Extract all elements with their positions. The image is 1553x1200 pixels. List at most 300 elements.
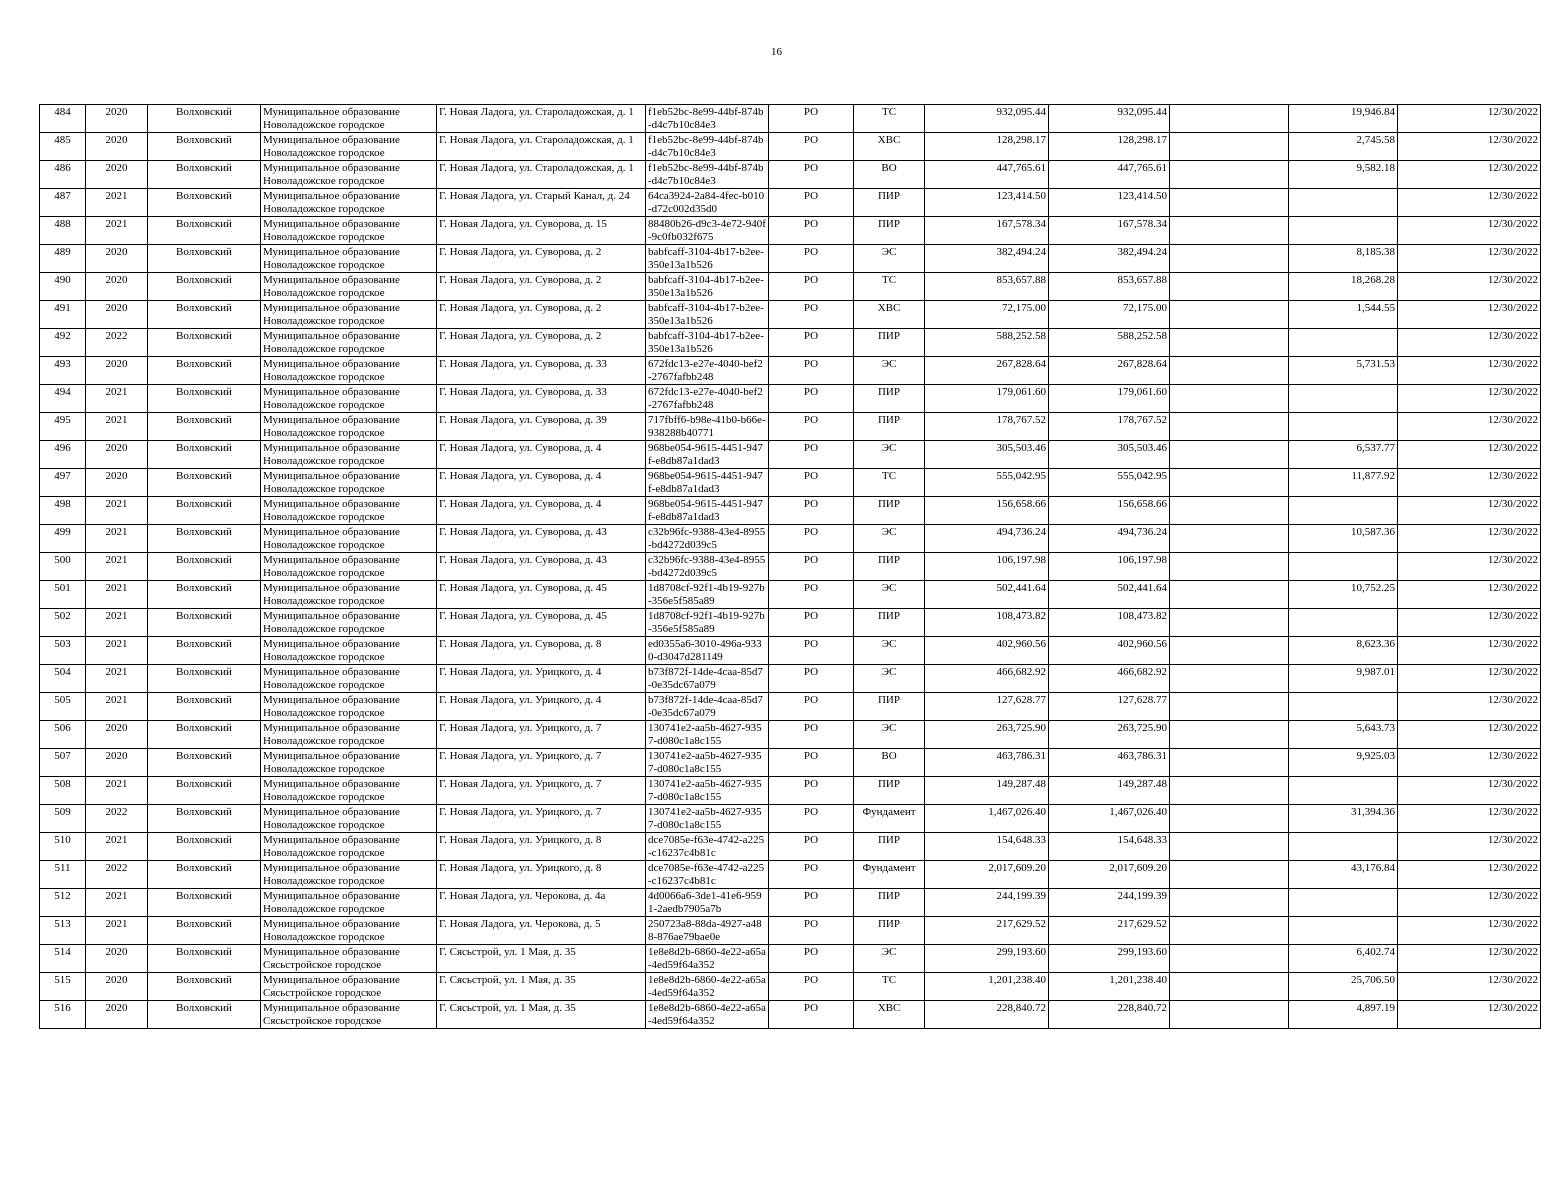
fee-cell: 25,706.50 <box>1289 973 1398 1001</box>
table-row <box>40 749 1541 777</box>
municipality-cell: Муниципальное образование Новоладожское городское <box>261 385 437 413</box>
address-cell: Г. Новая Ладога, ул. Черокова, д. 4а <box>437 889 646 917</box>
total-cost-cell: 1,201,238.40 <box>925 973 1049 1001</box>
amount-cell: 466,682.92 <box>1049 665 1170 693</box>
owner-cell: РО <box>769 749 854 777</box>
house-id-cell: babfcaff-3104-4b17-b2ee-350e13a1b526 <box>646 329 769 357</box>
work-type-cell: ЭС <box>854 945 925 973</box>
fee-cell: 9,925.03 <box>1289 749 1398 777</box>
owner-cell: РО <box>769 721 854 749</box>
house-id-cell: 968be054-9615-4451-947f-e8db87a1dad3 <box>646 469 769 497</box>
table-row <box>40 161 1541 189</box>
district-cell: Волховский <box>148 945 261 973</box>
municipality-cell: Муниципальное образование Новоладожское городское <box>261 665 437 693</box>
work-type-cell: ЭС <box>854 441 925 469</box>
row-number-cell: 491 <box>40 301 86 329</box>
year-cell: 2020 <box>86 161 148 189</box>
address-cell: Г. Новая Ладога, ул. Суворова, д. 33 <box>437 357 646 385</box>
extra-cell <box>1170 385 1289 413</box>
table-row <box>40 413 1541 441</box>
house-id-cell: 968be054-9615-4451-947f-e8db87a1dad3 <box>646 497 769 525</box>
municipality-cell: Муниципальное образование Новоладожское городское <box>261 749 437 777</box>
date-cell: 12/30/2022 <box>1398 553 1541 581</box>
work-type-cell: ПИР <box>854 385 925 413</box>
row-number-cell: 493 <box>40 357 86 385</box>
row-number-cell: 492 <box>40 329 86 357</box>
total-cost-cell: 106,197.98 <box>925 553 1049 581</box>
table-row <box>40 889 1541 917</box>
amount-cell: 244,199.39 <box>1049 889 1170 917</box>
date-cell: 12/30/2022 <box>1398 413 1541 441</box>
house-id-cell: 130741e2-aa5b-4627-9357-d080c1a8c155 <box>646 721 769 749</box>
table-row <box>40 777 1541 805</box>
total-cost-cell: 127,628.77 <box>925 693 1049 721</box>
amount-cell: 463,786.31 <box>1049 749 1170 777</box>
extra-cell <box>1170 189 1289 217</box>
house-id-cell: 717fbff6-b98e-41b0-b66e-938288b40771 <box>646 413 769 441</box>
district-cell: Волховский <box>148 301 261 329</box>
date-cell: 12/30/2022 <box>1398 385 1541 413</box>
fee-cell: 5,731.53 <box>1289 357 1398 385</box>
year-cell: 2020 <box>86 749 148 777</box>
row-number-cell: 516 <box>40 1001 86 1029</box>
district-cell: Волховский <box>148 721 261 749</box>
table-row <box>40 637 1541 665</box>
extra-cell <box>1170 917 1289 945</box>
row-number-cell: 510 <box>40 833 86 861</box>
amount-cell: 402,960.56 <box>1049 637 1170 665</box>
date-cell: 12/30/2022 <box>1398 161 1541 189</box>
total-cost-cell: 447,765.61 <box>925 161 1049 189</box>
owner-cell: РО <box>769 833 854 861</box>
owner-cell: РО <box>769 301 854 329</box>
owner-cell: РО <box>769 189 854 217</box>
work-type-cell: ЭС <box>854 357 925 385</box>
page-number: 16 <box>771 46 782 58</box>
address-cell: Г. Новая Ладога, ул. Суворова, д. 15 <box>437 217 646 245</box>
address-cell: Г. Новая Ладога, ул. Урицкого, д. 4 <box>437 693 646 721</box>
table-row <box>40 1001 1541 1029</box>
table-row <box>40 581 1541 609</box>
district-cell: Волховский <box>148 637 261 665</box>
owner-cell: РО <box>769 469 854 497</box>
year-cell: 2020 <box>86 133 148 161</box>
total-cost-cell: 502,441.64 <box>925 581 1049 609</box>
amount-cell: 267,828.64 <box>1049 357 1170 385</box>
amount-cell: 447,765.61 <box>1049 161 1170 189</box>
house-id-cell: b73f872f-14de-4caa-85d7-0e35dc67a079 <box>646 665 769 693</box>
fee-cell: 6,402.74 <box>1289 945 1398 973</box>
year-cell: 2021 <box>86 413 148 441</box>
municipality-cell: Муниципальное образование Новоладожское городское <box>261 553 437 581</box>
row-number-cell: 487 <box>40 189 86 217</box>
table-row <box>40 973 1541 1001</box>
total-cost-cell: 178,767.52 <box>925 413 1049 441</box>
fee-cell <box>1289 217 1398 245</box>
date-cell: 12/30/2022 <box>1398 329 1541 357</box>
work-type-cell: ЭС <box>854 245 925 273</box>
amount-cell: 154,648.33 <box>1049 833 1170 861</box>
fee-cell: 9,987.01 <box>1289 665 1398 693</box>
address-cell: Г. Новая Ладога, ул. Суворова, д. 4 <box>437 469 646 497</box>
district-cell: Волховский <box>148 525 261 553</box>
total-cost-cell: 263,725.90 <box>925 721 1049 749</box>
year-cell: 2021 <box>86 637 148 665</box>
total-cost-cell: 466,682.92 <box>925 665 1049 693</box>
work-type-cell: Фундамент <box>854 861 925 889</box>
house-id-cell: ed0355a6-3010-496a-9330-d3047d281149 <box>646 637 769 665</box>
table-row <box>40 721 1541 749</box>
date-cell: 12/30/2022 <box>1398 217 1541 245</box>
owner-cell: РО <box>769 945 854 973</box>
owner-cell: РО <box>769 665 854 693</box>
municipality-cell: Муниципальное образование Новоладожское городское <box>261 917 437 945</box>
house-id-cell: 130741e2-aa5b-4627-9357-d080c1a8c155 <box>646 805 769 833</box>
work-type-cell: ПИР <box>854 609 925 637</box>
municipality-cell: Муниципальное образование Новоладожское городское <box>261 777 437 805</box>
work-type-cell: ПИР <box>854 217 925 245</box>
fee-cell <box>1289 385 1398 413</box>
row-number-cell: 495 <box>40 413 86 441</box>
table-row <box>40 861 1541 889</box>
amount-cell: 932,095.44 <box>1049 105 1170 133</box>
owner-cell: РО <box>769 273 854 301</box>
work-type-cell: ПИР <box>854 189 925 217</box>
owner-cell: РО <box>769 637 854 665</box>
address-cell: Г. Новая Ладога, ул. Старый Канал, д. 24 <box>437 189 646 217</box>
house-id-cell: 672fdc13-e27e-4040-bef2-2767fafbb248 <box>646 385 769 413</box>
row-number-cell: 509 <box>40 805 86 833</box>
work-type-cell: ПИР <box>854 553 925 581</box>
table-row <box>40 609 1541 637</box>
row-number-cell: 508 <box>40 777 86 805</box>
date-cell: 12/30/2022 <box>1398 665 1541 693</box>
table-row <box>40 525 1541 553</box>
house-id-cell: 130741e2-aa5b-4627-9357-d080c1a8c155 <box>646 749 769 777</box>
fee-cell: 8,623.36 <box>1289 637 1398 665</box>
municipality-cell: Муниципальное образование Новоладожское городское <box>261 469 437 497</box>
owner-cell: РО <box>769 245 854 273</box>
total-cost-cell: 305,503.46 <box>925 441 1049 469</box>
date-cell: 12/30/2022 <box>1398 861 1541 889</box>
work-type-cell: ПИР <box>854 413 925 441</box>
row-number-cell: 501 <box>40 581 86 609</box>
municipality-cell: Муниципальное образование Новоладожское городское <box>261 245 437 273</box>
extra-cell <box>1170 161 1289 189</box>
house-id-cell: 64ca3924-2a84-4fec-b010-d72c002d35d0 <box>646 189 769 217</box>
address-cell: Г. Новая Ладога, ул. Суворова, д. 4 <box>437 497 646 525</box>
date-cell: 12/30/2022 <box>1398 917 1541 945</box>
address-cell: Г. Новая Ладога, ул. Староладожская, д. 1 <box>437 161 646 189</box>
row-number-cell: 494 <box>40 385 86 413</box>
district-cell: Волховский <box>148 217 261 245</box>
amount-cell: 72,175.00 <box>1049 301 1170 329</box>
house-id-cell: dce7085e-f63e-4742-a225-c16237c4b81c <box>646 833 769 861</box>
extra-cell <box>1170 777 1289 805</box>
total-cost-cell: 128,298.17 <box>925 133 1049 161</box>
work-type-cell: ПИР <box>854 329 925 357</box>
address-cell: Г. Новая Ладога, ул. Урицкого, д. 8 <box>437 833 646 861</box>
amount-cell: 555,042.95 <box>1049 469 1170 497</box>
table-row <box>40 189 1541 217</box>
fee-cell: 18,268.28 <box>1289 273 1398 301</box>
municipality-cell: Муниципальное образование Новоладожское городское <box>261 217 437 245</box>
municipality-cell: Муниципальное образование Новоладожское городское <box>261 301 437 329</box>
district-cell: Волховский <box>148 917 261 945</box>
house-id-cell: 968be054-9615-4451-947f-e8db87a1dad3 <box>646 441 769 469</box>
district-cell: Волховский <box>148 245 261 273</box>
extra-cell <box>1170 525 1289 553</box>
owner-cell: РО <box>769 917 854 945</box>
house-id-cell: babfcaff-3104-4b17-b2ee-350e13a1b526 <box>646 301 769 329</box>
year-cell: 2021 <box>86 609 148 637</box>
table-row <box>40 441 1541 469</box>
house-id-cell: 1e8e8d2b-6860-4e22-a65a-4ed59f64a352 <box>646 945 769 973</box>
amount-cell: 2,017,609.20 <box>1049 861 1170 889</box>
extra-cell <box>1170 861 1289 889</box>
date-cell: 12/30/2022 <box>1398 245 1541 273</box>
year-cell: 2021 <box>86 889 148 917</box>
year-cell: 2020 <box>86 273 148 301</box>
year-cell: 2021 <box>86 777 148 805</box>
house-id-cell: c32b96fc-9388-43e4-8955-bd4272d039c5 <box>646 553 769 581</box>
owner-cell: РО <box>769 357 854 385</box>
table-row <box>40 217 1541 245</box>
amount-cell: 382,494.24 <box>1049 245 1170 273</box>
extra-cell <box>1170 833 1289 861</box>
row-number-cell: 498 <box>40 497 86 525</box>
amount-cell: 167,578.34 <box>1049 217 1170 245</box>
house-id-cell: 1e8e8d2b-6860-4e22-a65a-4ed59f64a352 <box>646 973 769 1001</box>
amount-cell: 156,658.66 <box>1049 497 1170 525</box>
owner-cell: РО <box>769 329 854 357</box>
address-cell: Г. Новая Ладога, ул. Суворова, д. 2 <box>437 329 646 357</box>
year-cell: 2021 <box>86 553 148 581</box>
year-cell: 2021 <box>86 917 148 945</box>
table-body <box>40 105 1541 1029</box>
fee-cell <box>1289 889 1398 917</box>
extra-cell <box>1170 973 1289 1001</box>
total-cost-cell: 149,287.48 <box>925 777 1049 805</box>
extra-cell <box>1170 945 1289 973</box>
district-cell: Волховский <box>148 777 261 805</box>
year-cell: 2022 <box>86 805 148 833</box>
work-type-cell: ЭС <box>854 581 925 609</box>
owner-cell: РО <box>769 413 854 441</box>
extra-cell <box>1170 273 1289 301</box>
work-type-cell: ХВС <box>854 301 925 329</box>
municipality-cell: Муниципальное образование Новоладожское городское <box>261 105 437 133</box>
address-cell: Г. Сясьстрой, ул. 1 Мая, д. 35 <box>437 973 646 1001</box>
year-cell: 2020 <box>86 945 148 973</box>
table-row <box>40 105 1541 133</box>
amount-cell: 494,736.24 <box>1049 525 1170 553</box>
total-cost-cell: 123,414.50 <box>925 189 1049 217</box>
year-cell: 2020 <box>86 105 148 133</box>
address-cell: Г. Новая Ладога, ул. Суворова, д. 43 <box>437 553 646 581</box>
district-cell: Волховский <box>148 973 261 1001</box>
work-type-cell: ЭС <box>854 665 925 693</box>
address-cell: Г. Новая Ладога, ул. Суворова, д. 39 <box>437 413 646 441</box>
house-id-cell: 672fdc13-e27e-4040-bef2-2767fafbb248 <box>646 357 769 385</box>
amount-cell: 1,467,026.40 <box>1049 805 1170 833</box>
owner-cell: РО <box>769 105 854 133</box>
owner-cell: РО <box>769 581 854 609</box>
address-cell: Г. Новая Ладога, ул. Суворова, д. 8 <box>437 637 646 665</box>
table-row <box>40 917 1541 945</box>
owner-cell: РО <box>769 973 854 1001</box>
date-cell: 12/30/2022 <box>1398 637 1541 665</box>
row-number-cell: 512 <box>40 889 86 917</box>
fee-cell: 43,176.84 <box>1289 861 1398 889</box>
date-cell: 12/30/2022 <box>1398 581 1541 609</box>
address-cell: Г. Новая Ладога, ул. Урицкого, д. 7 <box>437 749 646 777</box>
fee-cell <box>1289 413 1398 441</box>
fee-cell <box>1289 329 1398 357</box>
district-cell: Волховский <box>148 329 261 357</box>
address-cell: Г. Новая Ладога, ул. Черокова, д. 5 <box>437 917 646 945</box>
row-number-cell: 515 <box>40 973 86 1001</box>
total-cost-cell: 167,578.34 <box>925 217 1049 245</box>
work-type-cell: ПИР <box>854 889 925 917</box>
district-cell: Волховский <box>148 665 261 693</box>
municipality-cell: Муниципальное образование Новоладожское городское <box>261 805 437 833</box>
total-cost-cell: 555,042.95 <box>925 469 1049 497</box>
amount-cell: 149,287.48 <box>1049 777 1170 805</box>
year-cell: 2020 <box>86 245 148 273</box>
district-cell: Волховский <box>148 469 261 497</box>
extra-cell <box>1170 301 1289 329</box>
year-cell: 2021 <box>86 833 148 861</box>
municipality-cell: Муниципальное образование Новоладожское городское <box>261 413 437 441</box>
fee-cell <box>1289 189 1398 217</box>
extra-cell <box>1170 805 1289 833</box>
district-cell: Волховский <box>148 553 261 581</box>
municipality-cell: Муниципальное образование Новоладожское городское <box>261 525 437 553</box>
house-id-cell: 130741e2-aa5b-4627-9357-d080c1a8c155 <box>646 777 769 805</box>
owner-cell: РО <box>769 693 854 721</box>
year-cell: 2020 <box>86 441 148 469</box>
year-cell: 2021 <box>86 693 148 721</box>
work-type-cell: ПИР <box>854 693 925 721</box>
municipality-cell: Муниципальное образование Новоладожское городское <box>261 273 437 301</box>
district-cell: Волховский <box>148 161 261 189</box>
extra-cell <box>1170 497 1289 525</box>
table-row <box>40 833 1541 861</box>
fee-cell: 4,897.19 <box>1289 1001 1398 1029</box>
municipality-cell: Муниципальное образование Новоладожское городское <box>261 889 437 917</box>
district-cell: Волховский <box>148 105 261 133</box>
address-cell: Г. Новая Ладога, ул. Суворова, д. 2 <box>437 273 646 301</box>
row-number-cell: 514 <box>40 945 86 973</box>
row-number-cell: 485 <box>40 133 86 161</box>
district-cell: Волховский <box>148 413 261 441</box>
row-number-cell: 503 <box>40 637 86 665</box>
fee-cell: 9,582.18 <box>1289 161 1398 189</box>
work-type-cell: ЭС <box>854 637 925 665</box>
work-type-cell: ЭС <box>854 525 925 553</box>
owner-cell: РО <box>769 553 854 581</box>
row-number-cell: 489 <box>40 245 86 273</box>
total-cost-cell: 1,467,026.40 <box>925 805 1049 833</box>
year-cell: 2021 <box>86 525 148 553</box>
table-row <box>40 693 1541 721</box>
table-row <box>40 301 1541 329</box>
district-cell: Волховский <box>148 749 261 777</box>
row-number-cell: 507 <box>40 749 86 777</box>
address-cell: Г. Новая Ладога, ул. Урицкого, д. 4 <box>437 665 646 693</box>
total-cost-cell: 382,494.24 <box>925 245 1049 273</box>
fee-cell <box>1289 693 1398 721</box>
date-cell: 12/30/2022 <box>1398 609 1541 637</box>
owner-cell: РО <box>769 1001 854 1029</box>
house-id-cell: babfcaff-3104-4b17-b2ee-350e13a1b526 <box>646 273 769 301</box>
fee-cell: 10,587.36 <box>1289 525 1398 553</box>
municipality-cell: Муниципальное образование Сясьстройское городское <box>261 973 437 1001</box>
year-cell: 2021 <box>86 665 148 693</box>
extra-cell <box>1170 1001 1289 1029</box>
amount-cell: 228,840.72 <box>1049 1001 1170 1029</box>
address-cell: Г. Новая Ладога, ул. Суворова, д. 45 <box>437 581 646 609</box>
row-number-cell: 484 <box>40 105 86 133</box>
date-cell: 12/30/2022 <box>1398 441 1541 469</box>
row-number-cell: 499 <box>40 525 86 553</box>
address-cell: Г. Новая Ладога, ул. Урицкого, д. 7 <box>437 805 646 833</box>
municipality-cell: Муниципальное образование Новоладожское городское <box>261 721 437 749</box>
table-row <box>40 665 1541 693</box>
owner-cell: РО <box>769 441 854 469</box>
work-type-cell: ТС <box>854 469 925 497</box>
date-cell: 12/30/2022 <box>1398 833 1541 861</box>
district-cell: Волховский <box>148 189 261 217</box>
work-type-cell: ПИР <box>854 497 925 525</box>
fee-cell: 2,745.58 <box>1289 133 1398 161</box>
total-cost-cell: 154,648.33 <box>925 833 1049 861</box>
date-cell: 12/30/2022 <box>1398 301 1541 329</box>
municipality-cell: Муниципальное образование Новоладожское городское <box>261 637 437 665</box>
address-cell: Г. Новая Ладога, ул. Староладожская, д. 1 <box>437 105 646 133</box>
date-cell: 12/30/2022 <box>1398 189 1541 217</box>
house-id-cell: 1d8708cf-92f1-4b19-927b-356e5f585a89 <box>646 581 769 609</box>
fee-cell: 1,544.55 <box>1289 301 1398 329</box>
extra-cell <box>1170 245 1289 273</box>
total-cost-cell: 217,629.52 <box>925 917 1049 945</box>
row-number-cell: 488 <box>40 217 86 245</box>
address-cell: Г. Новая Ладога, ул. Суворова, д. 33 <box>437 385 646 413</box>
extra-cell <box>1170 637 1289 665</box>
year-cell: 2020 <box>86 1001 148 1029</box>
district-cell: Волховский <box>148 1001 261 1029</box>
fee-cell <box>1289 497 1398 525</box>
extra-cell <box>1170 329 1289 357</box>
amount-cell: 123,414.50 <box>1049 189 1170 217</box>
year-cell: 2021 <box>86 581 148 609</box>
extra-cell <box>1170 749 1289 777</box>
total-cost-cell: 156,658.66 <box>925 497 1049 525</box>
extra-cell <box>1170 553 1289 581</box>
row-number-cell: 497 <box>40 469 86 497</box>
municipality-cell: Муниципальное образование Новоладожское городское <box>261 133 437 161</box>
municipality-cell: Муниципальное образование Новоладожское городское <box>261 161 437 189</box>
district-cell: Волховский <box>148 385 261 413</box>
fee-cell: 19,946.84 <box>1289 105 1398 133</box>
year-cell: 2022 <box>86 329 148 357</box>
row-number-cell: 486 <box>40 161 86 189</box>
owner-cell: РО <box>769 133 854 161</box>
work-type-cell: ХВС <box>854 1001 925 1029</box>
house-id-cell: b73f872f-14de-4caa-85d7-0e35dc67a079 <box>646 693 769 721</box>
address-cell: Г. Новая Ладога, ул. Суворова, д. 4 <box>437 441 646 469</box>
